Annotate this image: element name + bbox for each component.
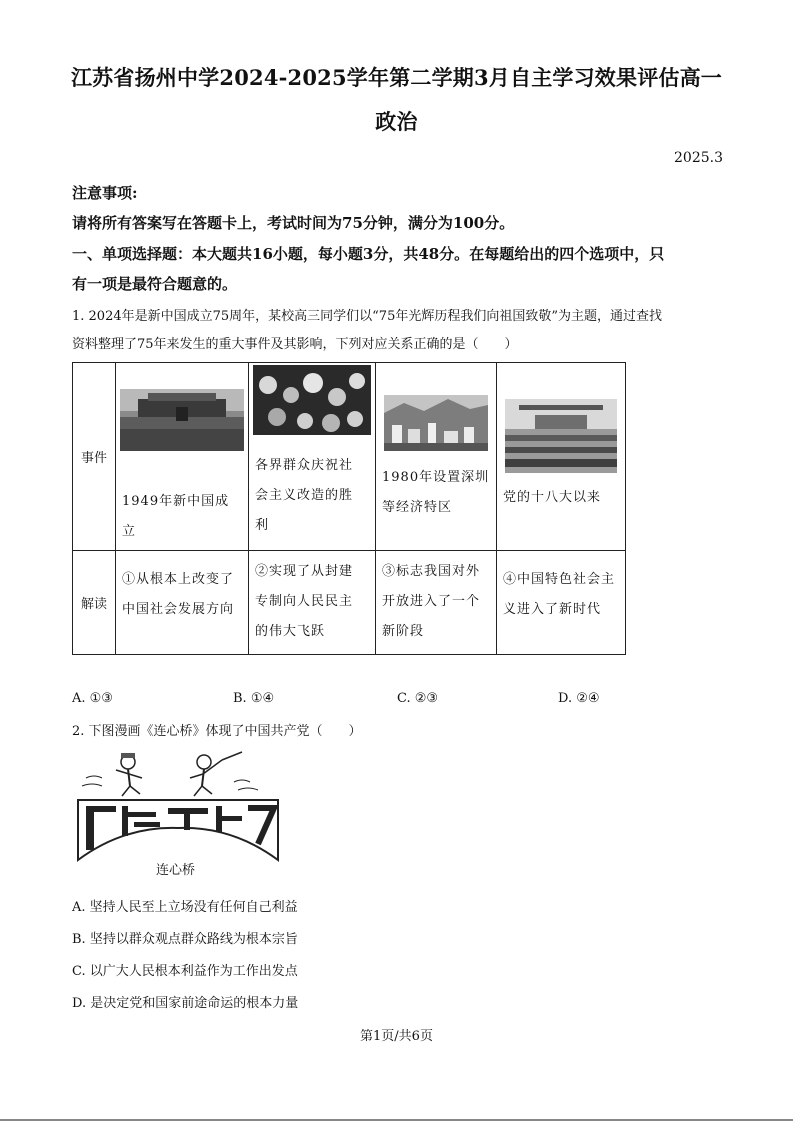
q1-option-c[interactable]: C. ②③: [397, 691, 439, 706]
page-number: 第1页/共6页: [360, 1029, 433, 1044]
explain-cell-3: [376, 551, 497, 655]
section-heading-line1: 一、单项选择题：本大题共16小题，每小题3分，共48分。在每题给出的四个选项中，只: [72, 245, 665, 263]
exam-date: 2025.3: [674, 150, 723, 166]
celebration-crowd-photo: [253, 365, 371, 435]
q1-option-a[interactable]: A. ①③: [72, 691, 113, 706]
q1-stem-line2: 资料整理了75年来发生的重大事件及其影响，下列对应关系正确的是（ ）: [72, 337, 518, 352]
explain-cell-2: [249, 551, 376, 655]
event-text-2: [249, 451, 375, 541]
soldier-figure: [82, 753, 142, 796]
event-text-1: 1949年新中国成立: [122, 494, 230, 539]
q1-stem-line1: 1. 2024年是新中国成立75周年，某校高三同学们以“75年光辉历程我们向祖国致敬”为主题，通过查找: [72, 309, 662, 324]
explain-2-line2: 专制向人民民主: [255, 594, 354, 609]
explain-3-line2: 开放进入了一个: [382, 594, 481, 609]
q1-events-table: [72, 362, 626, 655]
event-cell-4: [497, 363, 626, 551]
q2-option-c[interactable]: C. 以广大人民根本利益作为工作出发点: [72, 964, 298, 979]
q1-option-b[interactable]: B. ①④: [233, 691, 275, 706]
cartoon-caption: 连心桥: [156, 863, 196, 878]
q1-option-d[interactable]: D. ②④: [558, 691, 600, 706]
event-text-2-line1: 各界群众庆祝社: [255, 458, 354, 473]
row-label-event: 事件: [73, 363, 116, 551]
page-subtitle: 政治: [375, 109, 418, 134]
explain-1-line1: ①从根本上改变了: [122, 572, 235, 587]
party-congress-hall-photo: [505, 399, 617, 473]
explain-cell-1: [116, 551, 249, 655]
event-cell-1: [116, 363, 249, 551]
row-label-explain: 解读: [73, 551, 116, 655]
page-bottom-divider: [0, 1119, 793, 1121]
event-text-2-line2: 会主义改造的胜: [255, 488, 354, 503]
explain-cell-4: [497, 551, 626, 655]
event-text-3: [376, 463, 496, 523]
explain-1-line2: 中国社会发展方向: [122, 602, 235, 617]
shenzhen-city-photo: [384, 395, 488, 451]
notice-heading: 注意事项:: [72, 184, 138, 202]
explain-4-line2: 义进入了新时代: [503, 602, 602, 617]
section-heading-line2: 有一项是最符合题意的。: [72, 275, 238, 293]
bridge-lettering: [78, 800, 278, 860]
explain-4-line1: ④中国特色社会主: [503, 572, 616, 587]
event-text-4: 党的十八大以来: [503, 490, 602, 505]
event-text-3-line1: 1980年设置深圳: [382, 470, 490, 485]
event-cell-3: [376, 363, 497, 551]
event-text-2-line3: 利: [255, 518, 270, 533]
farmer-figure: [190, 752, 258, 796]
explain-3-line1: ③标志我国对外: [382, 564, 481, 579]
page-title: 江苏省扬州中学2024-2025学年第二学期3月自主学习效果评估高一: [70, 65, 723, 90]
q2-option-d[interactable]: D. 是决定党和国家前途命运的根本力量: [72, 996, 299, 1011]
q2-option-b[interactable]: B. 坚持以群众观点群众路线为根本宗旨: [72, 932, 298, 947]
explain-2-line1: ②实现了从封建: [255, 564, 354, 579]
founding-ceremony-photo: [120, 389, 244, 451]
event-text-3-line2: 等经济特区: [382, 500, 453, 515]
lianxinqiao-cartoon: [72, 748, 284, 866]
event-cell-2: [249, 363, 376, 551]
q2-option-a[interactable]: A. 坚持人民至上立场没有任何自己利益: [72, 900, 298, 915]
notice-line: 请将所有答案写在答题卡上，考试时间为75分钟，满分为100分。: [72, 214, 515, 232]
table-row-explain: [73, 551, 626, 655]
table-row-events: [73, 363, 626, 551]
explain-3-line3: 新阶段: [382, 624, 425, 639]
q2-stem: 2. 下图漫画《连心桥》体现了中国共产党（ ）: [72, 724, 362, 739]
explain-2-line3: 的伟大飞跃: [255, 624, 326, 639]
